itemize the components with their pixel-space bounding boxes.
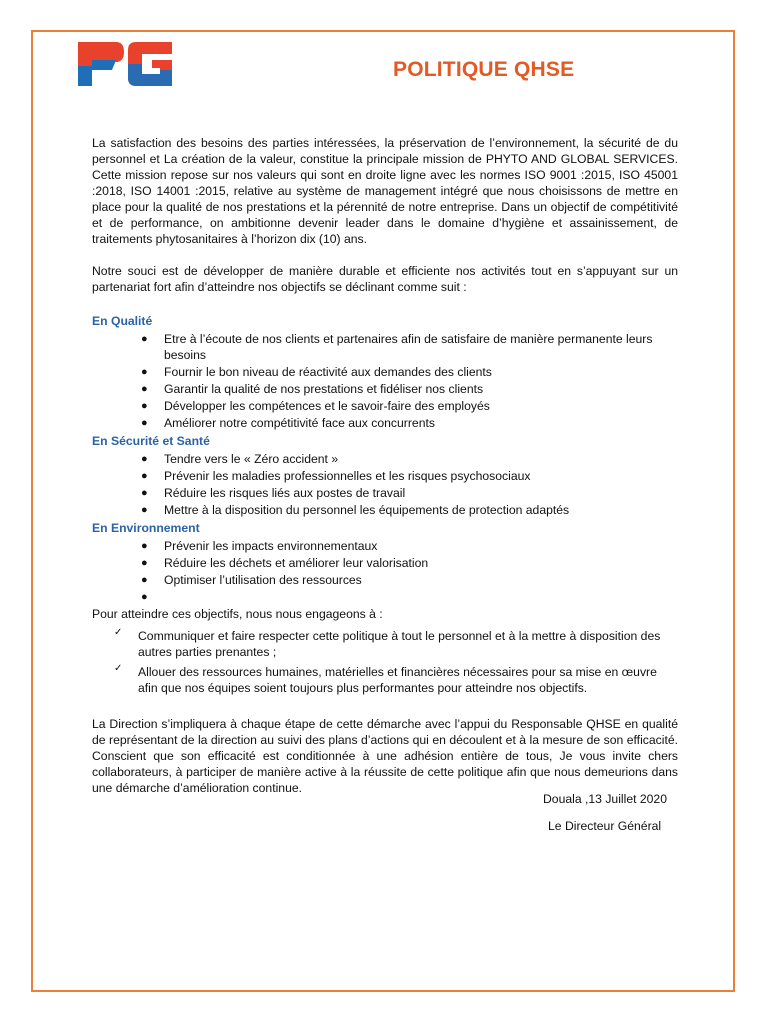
- quality-list: [92, 331, 678, 431]
- list-item: ● Tendre vers le « Zéro accident »: [141, 452, 339, 466]
- commitment-list: [92, 628, 678, 696]
- document-title: POLITIQUE QHSE: [393, 58, 575, 81]
- bullet-icon: ●: [141, 453, 148, 465]
- bullet-icon: ●: [141, 366, 148, 378]
- list-item: ● Réduire les déchets et améliorer leur valorisation: [141, 556, 429, 570]
- intro-paragraph-2: Notre souci est de développer de manière durable et efficiente nos activités tout en s’appuyant sur un partenariat fort afin d’atteindre nos objectifs se déclinant comme suit :: [92, 264, 678, 294]
- bullet-icon: ●: [141, 487, 148, 499]
- bullet-icon: ●: [141, 540, 148, 552]
- document-body: [92, 135, 678, 796]
- closing-paragraph: La Direction s’impliquera à chaque étape de cette démarche avec l’appui du Responsable QHSE en qualité de représentant de la direction au suivi des plans d’actions qui en découlent et à la mesure de son efficacité. Conscient que son efficacité est conditionnée à une adhésion entière de tous, Je vous invite chers collaborateurs, à participer de manière active à la réussite de cette politique afin que nous demeurions dans une démarche d’amélioration continue.: [92, 717, 678, 795]
- company-logo: [76, 40, 174, 88]
- environment-list: [92, 538, 678, 605]
- list-item: ✓ Allouer des ressources humaines, matérielles et financières nécessaires pour sa mise en œuvre afin que nos équipes soient toujours plus performantes pour atteindre nos objectifs.: [114, 663, 657, 695]
- place-date: Douala ,13 Juillet 2020: [543, 792, 667, 806]
- checkmark-icon: ✓: [114, 627, 123, 638]
- bullet-icon: ●: [141, 400, 148, 412]
- bullet-icon: ●: [141, 333, 148, 345]
- bullet-icon: ●: [141, 574, 148, 586]
- list-item: ● Développer les compétences et le savoir-faire des employés: [141, 399, 490, 413]
- list-item: ● Optimiser l’utilisation des ressources: [141, 573, 362, 587]
- list-item: ● Prévenir les impacts environnementaux: [141, 539, 378, 553]
- section-heading-environment: En Environnement: [92, 521, 200, 535]
- list-item: [92, 589, 678, 605]
- commitment-intro: Pour atteindre ces objectifs, nous nous engageons à :: [92, 607, 383, 621]
- list-item: ● Etre à l’écoute de nos clients et partenaires afin de satisfaire de manière permanente leurs besoins: [141, 332, 653, 362]
- list-item: ● Améliorer notre compétitivité face aux concurrents: [141, 416, 435, 430]
- list-item: ● Garantir la qualité de nos prestations et fidéliser nos clients: [141, 382, 484, 396]
- safety-list: [92, 451, 678, 518]
- bullet-icon: ●: [141, 417, 148, 429]
- list-item: ● Fournir le bon niveau de réactivité aux demandes des clients: [141, 365, 492, 379]
- section-heading-quality: En Qualité: [92, 314, 153, 328]
- intro-paragraph: La satisfaction des besoins des parties intéressées, la préservation de l’environnement, la sécurité de du personnel et La création de la valeur, constitue la principale mission de PHYTO AND GLOBAL SERVICES. Cette mission repose sur nos valeurs qui sont en droite ligne avec les normes ISO 9001 :2015, ISO 45001 :2018, ISO 14001 :2015, relative au système de management intégré que nous choisissons de mettre en place pour la qualité de nos prestations et la pérennité de notre entreprise. Dans un objectif de compétitivité et de performance, on ambitionne devenir leader dans le domaine d’hygiène et assainissement, de traitements phytosanitaires à l’horizon dix (10) ans.: [92, 136, 678, 246]
- section-heading-safety: En Sécurité et Santé: [92, 434, 210, 448]
- list-item: ● Prévenir les maladies professionnelles et les risques psychosociaux: [141, 469, 531, 483]
- checkmark-icon: ✓: [114, 663, 123, 674]
- bullet-icon: ●: [141, 383, 148, 395]
- signatory: Le Directeur Général: [548, 819, 662, 833]
- list-item: ● Mettre à la disposition du personnel les équipements de protection adaptés: [141, 503, 570, 517]
- list-item: ● Réduire les risques liés aux postes de travail: [141, 486, 406, 500]
- bullet-icon: ●: [141, 504, 148, 516]
- bullet-icon: ●: [141, 470, 148, 482]
- bullet-icon: ●: [141, 591, 148, 603]
- list-item: ✓ Communiquer et faire respecter cette politique à tout le personnel et à la mettre à disposition des autres parties prenantes ;: [114, 627, 661, 659]
- bullet-icon: ●: [141, 557, 148, 569]
